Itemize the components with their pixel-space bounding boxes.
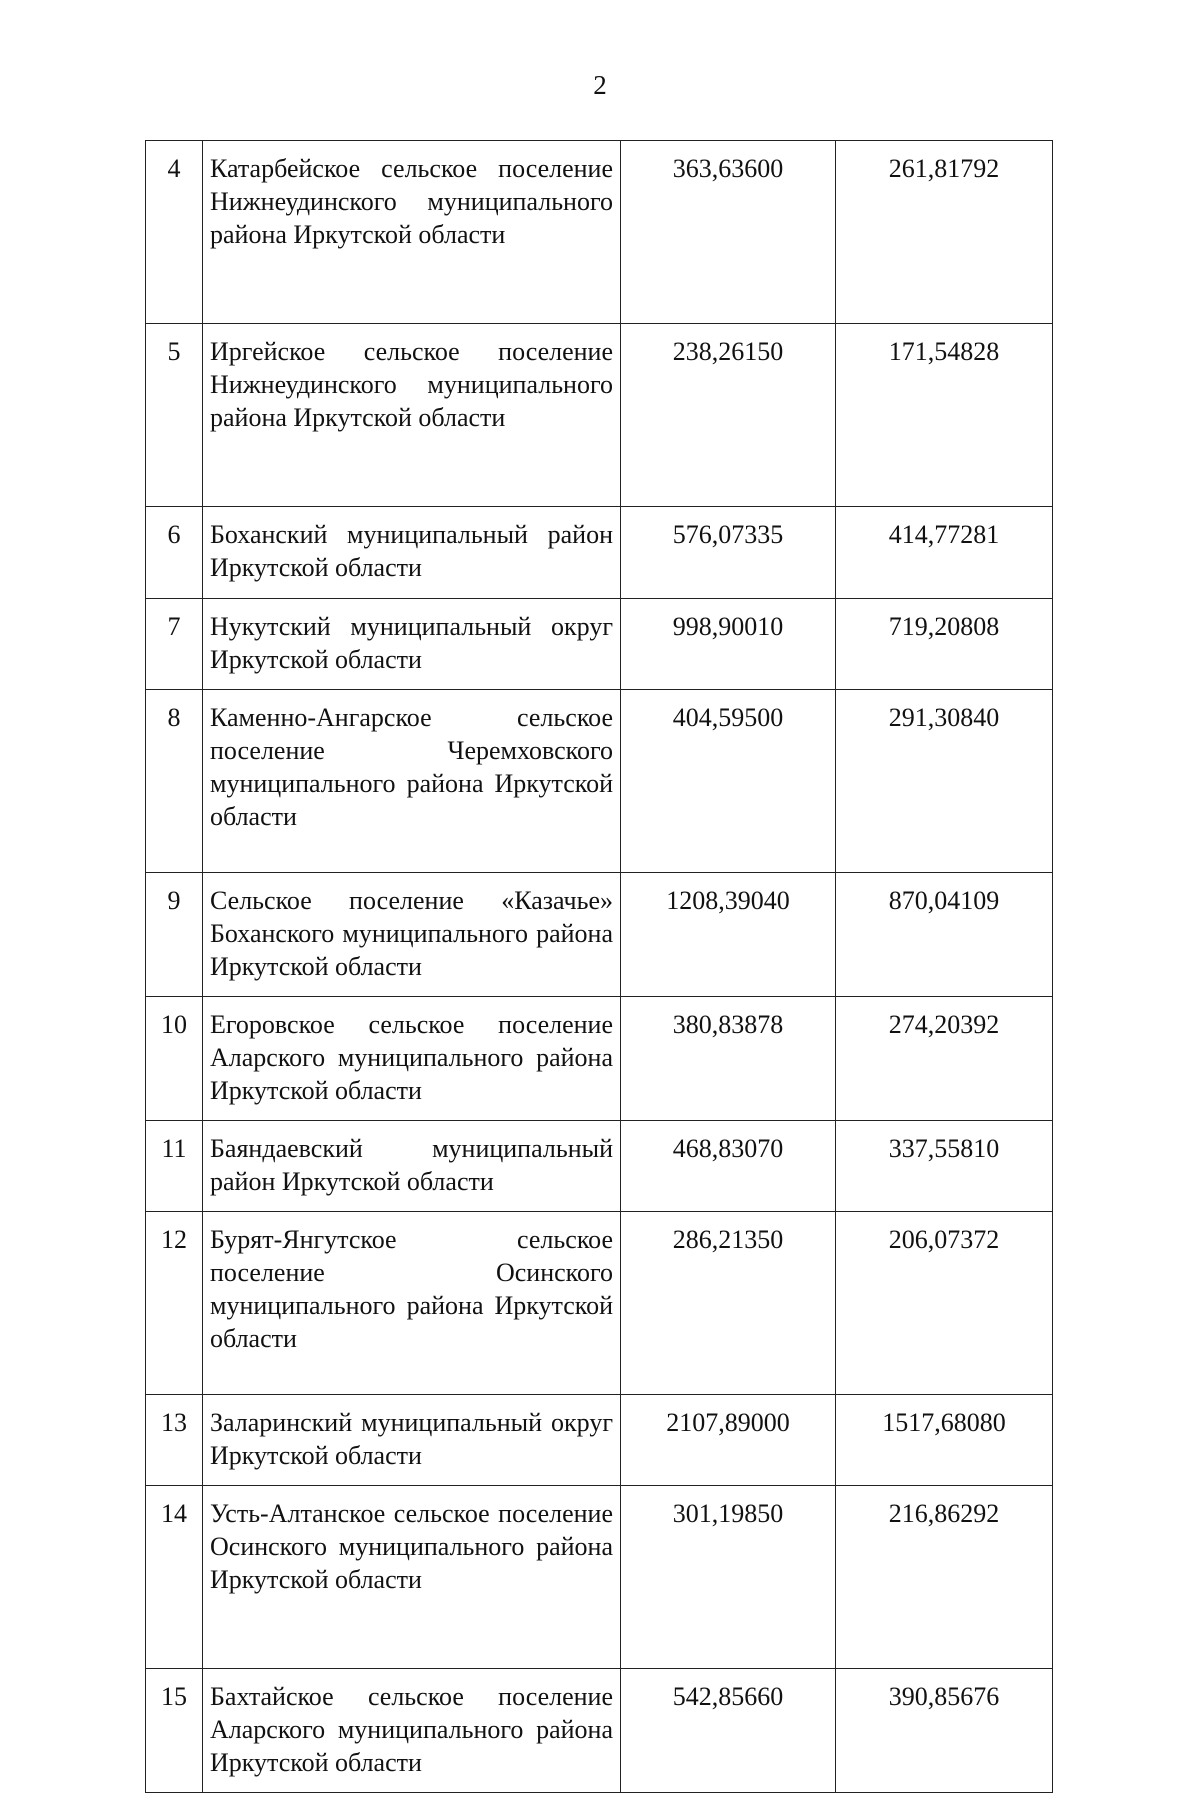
value-2: 291,30840 <box>836 690 1053 873</box>
table-row <box>146 1669 1053 1793</box>
value-2: 719,20808 <box>836 599 1053 690</box>
table-row <box>146 1121 1053 1212</box>
municipality-name: Усть-Алтанское сельское поселение Осинского муниципального района Иркутской области <box>203 1486 621 1669</box>
municipality-name: Боханский муниципальный район Иркутской области <box>203 507 621 599</box>
table-row <box>146 324 1053 507</box>
municipality-name: Нукутский муниципальный округ Иркутской области <box>203 599 621 690</box>
table-row <box>146 873 1053 997</box>
value-1: 238,26150 <box>621 324 836 507</box>
municipalities-table <box>145 140 1053 1793</box>
value-1: 998,90010 <box>621 599 836 690</box>
table-row <box>146 997 1053 1121</box>
value-2: 414,77281 <box>836 507 1053 599</box>
value-2: 390,85676 <box>836 1669 1053 1793</box>
municipality-name: Егоровское сельское поселение Аларского муниципального района Иркутской области <box>203 997 621 1121</box>
table-row <box>146 1486 1053 1669</box>
value-2: 261,81792 <box>836 141 1053 324</box>
value-2: 337,55810 <box>836 1121 1053 1212</box>
row-number: 7 <box>146 599 203 690</box>
row-number: 14 <box>146 1486 203 1669</box>
row-number: 11 <box>146 1121 203 1212</box>
row-number: 13 <box>146 1395 203 1486</box>
value-1: 380,83878 <box>621 997 836 1121</box>
row-number: 12 <box>146 1212 203 1395</box>
value-1: 576,07335 <box>621 507 836 599</box>
page-number: 2 <box>593 70 607 100</box>
municipality-name: Баяндаевский муниципальный район Иркутской области <box>203 1121 621 1212</box>
row-number: 9 <box>146 873 203 997</box>
value-1: 2107,89000 <box>621 1395 836 1486</box>
table-row <box>146 599 1053 690</box>
table-row <box>146 1212 1053 1395</box>
value-2: 206,07372 <box>836 1212 1053 1395</box>
table-row <box>146 507 1053 599</box>
table-row <box>146 1395 1053 1486</box>
municipality-name: Сельское поселение «Казачье» Боханского муниципального района Иркутской области <box>203 873 621 997</box>
municipality-name: Иргейское сельское поселение Нижнеудинского муниципального района Иркутской области <box>203 324 621 507</box>
value-1: 542,85660 <box>621 1669 836 1793</box>
value-2: 870,04109 <box>836 873 1053 997</box>
value-2: 1517,68080 <box>836 1395 1053 1486</box>
municipality-name: Заларинский муниципальный округ Иркутской области <box>203 1395 621 1486</box>
value-2: 171,54828 <box>836 324 1053 507</box>
value-2: 216,86292 <box>836 1486 1053 1669</box>
row-number: 4 <box>146 141 203 324</box>
row-number: 6 <box>146 507 203 599</box>
value-2: 274,20392 <box>836 997 1053 1121</box>
municipality-name: Бахтайское сельское поселение Аларского муниципального района Иркутской области <box>203 1669 621 1793</box>
value-1: 404,59500 <box>621 690 836 873</box>
table-row <box>146 690 1053 873</box>
value-1: 301,19850 <box>621 1486 836 1669</box>
row-number: 8 <box>146 690 203 873</box>
municipality-name: Бурят-Янгутское сельское поселение Осинского муниципального района Иркутской области <box>203 1212 621 1395</box>
value-1: 1208,39040 <box>621 873 836 997</box>
municipality-name: Каменно-Ангарское сельское поселение Черемховского муниципального района Иркутской области <box>203 690 621 873</box>
value-1: 286,21350 <box>621 1212 836 1395</box>
value-1: 468,83070 <box>621 1121 836 1212</box>
municipality-name: Катарбейское сельское поселение Нижнеудинского муниципального района Иркутской области <box>203 141 621 324</box>
row-number: 15 <box>146 1669 203 1793</box>
row-number: 10 <box>146 997 203 1121</box>
value-1: 363,63600 <box>621 141 836 324</box>
table-row <box>146 141 1053 324</box>
row-number: 5 <box>146 324 203 507</box>
